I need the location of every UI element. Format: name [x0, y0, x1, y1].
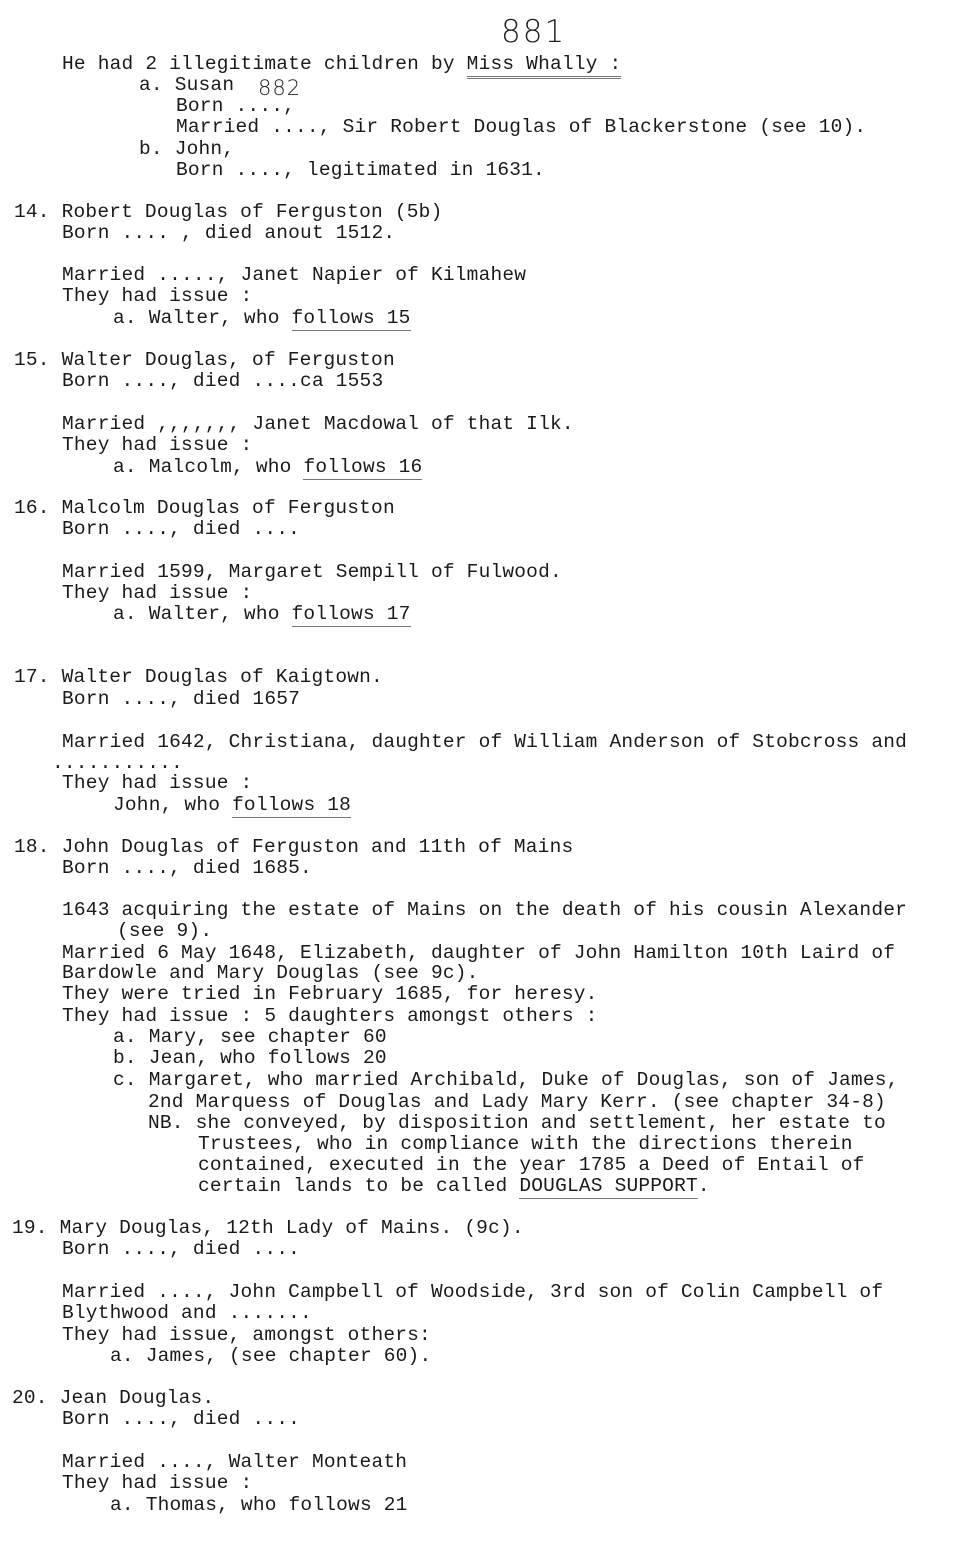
text-line: [62, 1324, 431, 1346]
line-text: They had issue :: [62, 1472, 253, 1494]
text-line: [62, 1281, 883, 1303]
underlined-text: DOUGLAS SUPPORT: [519, 1175, 698, 1197]
text-line: [12, 1217, 524, 1239]
text-line: [12, 1387, 214, 1409]
line-text: a. Malcolm, who: [113, 456, 304, 478]
line-text: 20. Jean Douglas.: [12, 1387, 215, 1409]
text-line: [62, 285, 252, 307]
line-text: Married ...., Sir Robert Douglas of Blackerstone (see 10).: [176, 116, 867, 138]
text-line: [110, 1345, 431, 1367]
handwritten-annotation: 882: [258, 76, 302, 100]
line-text: 15. Walter Douglas, of Ferguston: [14, 349, 395, 371]
text-line: [62, 772, 252, 794]
line-text: He had 2 illegitimate children by: [62, 53, 467, 75]
line-text: They had issue :: [62, 772, 253, 794]
text-line: [14, 349, 395, 371]
line-text: Born ...., died 1657: [62, 688, 301, 710]
line-text: Married ...., Walter Monteath: [62, 1451, 408, 1473]
line-text: Married 6 May 1648, Elizabeth, daughter of John Hamilton 10th Laird of: [62, 942, 896, 964]
text-line: [14, 836, 573, 858]
line-text: (see 9).: [117, 920, 213, 942]
text-line: [113, 603, 411, 625]
text-line: [113, 1026, 387, 1048]
text-line: [62, 1408, 300, 1430]
line-text: a. Walter, who: [113, 603, 292, 625]
text-line: [113, 1047, 387, 1069]
text-line: [198, 1133, 853, 1155]
line-text: They had issue :: [62, 285, 253, 307]
line-text: a. James, (see chapter 60).: [110, 1345, 432, 1367]
text-line: [62, 1238, 300, 1260]
line-text: b. Jean, who follows 20: [113, 1047, 387, 1069]
line-text: 17. Walter Douglas of Kaigtown.: [14, 666, 383, 688]
line-text: 16. Malcolm Douglas of Ferguston: [14, 497, 395, 519]
text-line: [113, 456, 422, 478]
line-text: ...........: [52, 752, 183, 774]
text-line: [62, 942, 895, 964]
text-line: [62, 857, 312, 879]
line-text: a. Susan: [139, 74, 235, 96]
line-text: 1643 acquiring the estate of Mains on the death of his cousin Alexander: [62, 899, 908, 921]
underlined-text: follows 15: [291, 307, 411, 329]
text-line: [113, 794, 351, 816]
line-text: They had issue : 5 daughters amongst others :: [62, 1005, 598, 1027]
text-line: [176, 159, 545, 181]
line-text: Born ...., died 1685.: [62, 857, 312, 879]
text-line: [148, 1091, 886, 1113]
text-line: [117, 920, 212, 942]
text-line: [14, 666, 383, 688]
text-line: [62, 1302, 312, 1324]
line-text: 19. Mary Douglas, 12th Lady of Mains. (9c).: [12, 1217, 524, 1239]
line-tail: .: [697, 1175, 710, 1197]
text-line: [139, 138, 234, 160]
text-line: [110, 1494, 408, 1516]
text-line: [14, 201, 442, 223]
line-text: Born .... , died anout 1512.: [62, 222, 396, 244]
line-text: Born ...., legitimated in 1631.: [176, 159, 545, 181]
line-text: a. Thomas, who follows 21: [110, 1494, 408, 1516]
line-text: Born ...., died ....ca 1553: [62, 370, 384, 392]
line-text: 2nd Marquess of Douglas and Lady Mary Kerr. (see chapter 34-8): [148, 1091, 886, 1113]
line-text: NB. she conveyed, by disposition and settlement, her estate to: [148, 1112, 886, 1134]
line-text: a. Walter, who: [113, 307, 292, 329]
text-line: [62, 518, 300, 540]
line-text: They had issue :: [62, 434, 253, 456]
line-text: Bardowle and Mary Douglas (see 9c).: [62, 962, 479, 984]
line-text: 18. John Douglas of Ferguston and 11th of Mains: [14, 836, 574, 858]
line-text: Born ...., died ....: [62, 518, 301, 540]
line-text: contained, executed in the year 1785 a Deed of Entail of: [198, 1154, 865, 1176]
text-line: [62, 434, 252, 456]
text-line: [62, 731, 907, 753]
line-text: certain lands to be called: [198, 1175, 520, 1197]
line-text: Married 1642, Christiana, daughter of William Anderson of Stobcross and: [62, 731, 908, 753]
line-text: Married ,,,,,,, Janet Macdowal of that Ilk.: [62, 413, 574, 435]
text-line: [62, 264, 526, 286]
text-line: [176, 116, 866, 138]
underlined-text: follows 17: [291, 603, 411, 625]
line-text: 14. Robert Douglas of Ferguston (5b): [14, 201, 443, 223]
text-line: [62, 688, 300, 710]
line-text: Married ...., John Campbell of Woodside, 3rd son of Colin Campbell of: [62, 1281, 884, 1303]
line-text: John, who: [113, 794, 233, 816]
text-line: [62, 561, 562, 583]
text-line: [113, 307, 411, 329]
text-line: [62, 962, 479, 984]
text-line: [62, 983, 598, 1005]
line-text: Married ....., Janet Napier of Kilmahew: [62, 264, 527, 286]
text-line: [62, 1005, 598, 1027]
line-text: They had issue :: [62, 582, 253, 604]
text-line: [62, 582, 252, 604]
line-text: Trustees, who in compliance with the directions therein: [198, 1133, 853, 1155]
line-text: Born ....,: [176, 95, 296, 117]
text-line: [62, 222, 395, 244]
underlined-text: follows 16: [303, 456, 423, 478]
text-line: [198, 1154, 865, 1176]
line-text: Married 1599, Margaret Sempill of Fulwood.: [62, 561, 562, 583]
underlined-text: follows 18: [232, 794, 352, 816]
text-line: [62, 1451, 407, 1473]
line-text: They were tried in February 1685, for heresy.: [62, 983, 598, 1005]
text-line: [62, 413, 574, 435]
line-text: Born ...., died ....: [62, 1408, 301, 1430]
text-line: [139, 74, 234, 96]
text-line: [198, 1175, 710, 1197]
line-text: b. John,: [139, 138, 235, 160]
text-line: [62, 370, 383, 392]
line-text: c. Margaret, who married Archibald, Duke of Douglas, son of James,: [113, 1069, 899, 1091]
text-line: [62, 899, 907, 921]
page-number: 881: [501, 14, 567, 50]
line-text: a. Mary, see chapter 60: [113, 1026, 387, 1048]
text-line: [14, 497, 395, 519]
text-line: [148, 1112, 886, 1134]
underlined-text: Miss Whally :: [467, 53, 622, 79]
line-text: Born ...., died ....: [62, 1238, 301, 1260]
line-text: They had issue, amongst others:: [62, 1324, 431, 1346]
line-text: Blythwood and .......: [62, 1302, 312, 1324]
text-line: [113, 1069, 899, 1091]
text-line: [62, 53, 621, 75]
text-line: [52, 752, 183, 774]
text-line: [62, 1472, 252, 1494]
